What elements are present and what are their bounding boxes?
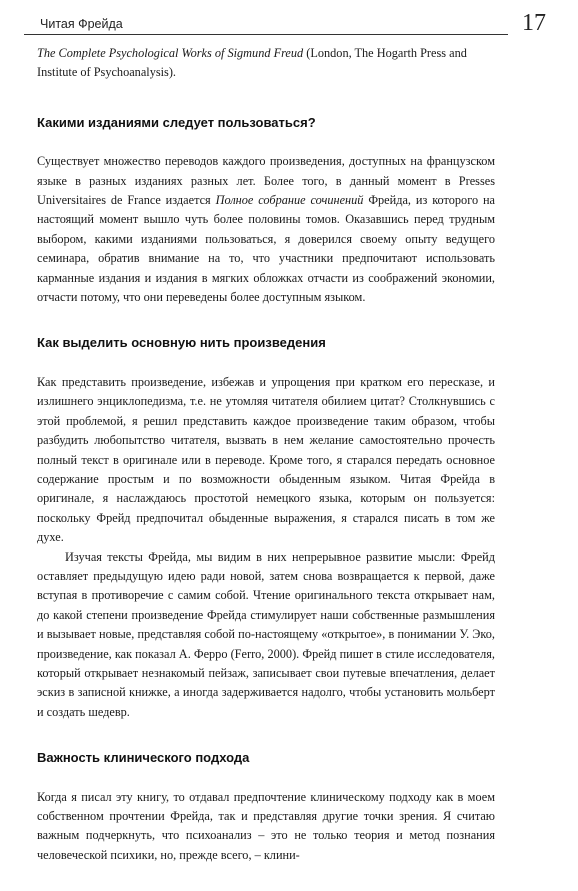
paragraph-italic-title: Полное собрание сочинений [215, 193, 364, 208]
reference-rest: (London, The Hogarth Press and Institute of Psychoanalysis). [37, 46, 467, 80]
section-clinical [37, 748, 495, 865]
paragraph [37, 152, 495, 307]
section-heading: Важность клинического подхода [37, 750, 250, 766]
page-number: 17 [522, 10, 546, 36]
paragraph: Как представить произведение, избежав и упрощения при кратком его пересказе, и излишнего энциклопедизма, т.е. не утомляя читателя обилием цитат? Столкнувшись с этой проблемой, я решил представить каждое произведение таким образом, чтобы разбудить любопытство читателя, вызвать в нем желание самостоятельно прочесть полный текст в оригинале или в переводе. Кроме того, я старался передать основное содержание простым и по возможности обыденным языком. Читая Фрейда в оригинале, я наслаждаюсь простотой немецкого языка, которым он пользуется: поскольку Фрейд предпочитал обыденные выражения, я старался писать в том же духе. [37, 374, 495, 545]
page-content [37, 44, 495, 891]
section-editions [37, 113, 495, 308]
running-title: Читая Фрейда [40, 17, 123, 31]
section-heading: Как выделить основную нить произведения [37, 335, 326, 351]
paragraph-text: Существует множество переводов каждого произведения, доступных на французском языке в разных изданиях разных лет. Более того, в данный момент в Presses Universitaires de France издается [37, 154, 495, 208]
reference-title: The Complete Psychological Works of Sigmund Freud [37, 46, 304, 60]
page-header [24, 6, 550, 36]
paragraph: Когда я писал эту книгу, то отдавал предпочтение клиническому подходу как в моем собственном прочтении Фрейда, так и представляя другие точки зрения. Я считаю важным подчеркнуть, что психоанализ – это не только теория и метод познания человеческой психики, но, прежде всего, – клини- [37, 789, 495, 862]
section-heading: Какими изданиями следует пользоваться? [37, 114, 316, 130]
paragraph: Изучая тексты Фрейда, мы видим в них непрерывное развитие мысли: Фрейд оставляет предыдущую идею ради новой, затем снова возвращается к первой, даже вступая в противоречие с самим собой. Чтение оригинального текста открывает нам, до какой степени произведение Фрейда стимулирует наши собственные размышления и вызывает новые, представляя собой по-настоящему «открытое», в понимании У. Эко, произведение, как показал А. Ферро (Ferro, 2000). Фрейд пишет в стиле исследователя, который открывает незнакомый пейзаж, записывает свои путевые впечатления, делает эскиз в записной книжке, а иногда задерживается надолго, чтобы установить мольберт и создать шедевр. [37, 549, 495, 719]
reference-paragraph [37, 44, 495, 83]
paragraph-text: Фрейда, из которого на настоящий момент вышло чуть более половины томов. Оказавшись перед трудным выбором, какими изданиями пользоваться, я доверился своему опыту ведущего семинара, обратив внимание на то, что участники предпочитают использовать карманные издания и издания в мягких обложках отчасти из соображений экономии, отчасти потому, что они переведены более доступным языком. [37, 193, 496, 305]
section-main-thread [37, 333, 495, 722]
header-rule [24, 34, 508, 35]
